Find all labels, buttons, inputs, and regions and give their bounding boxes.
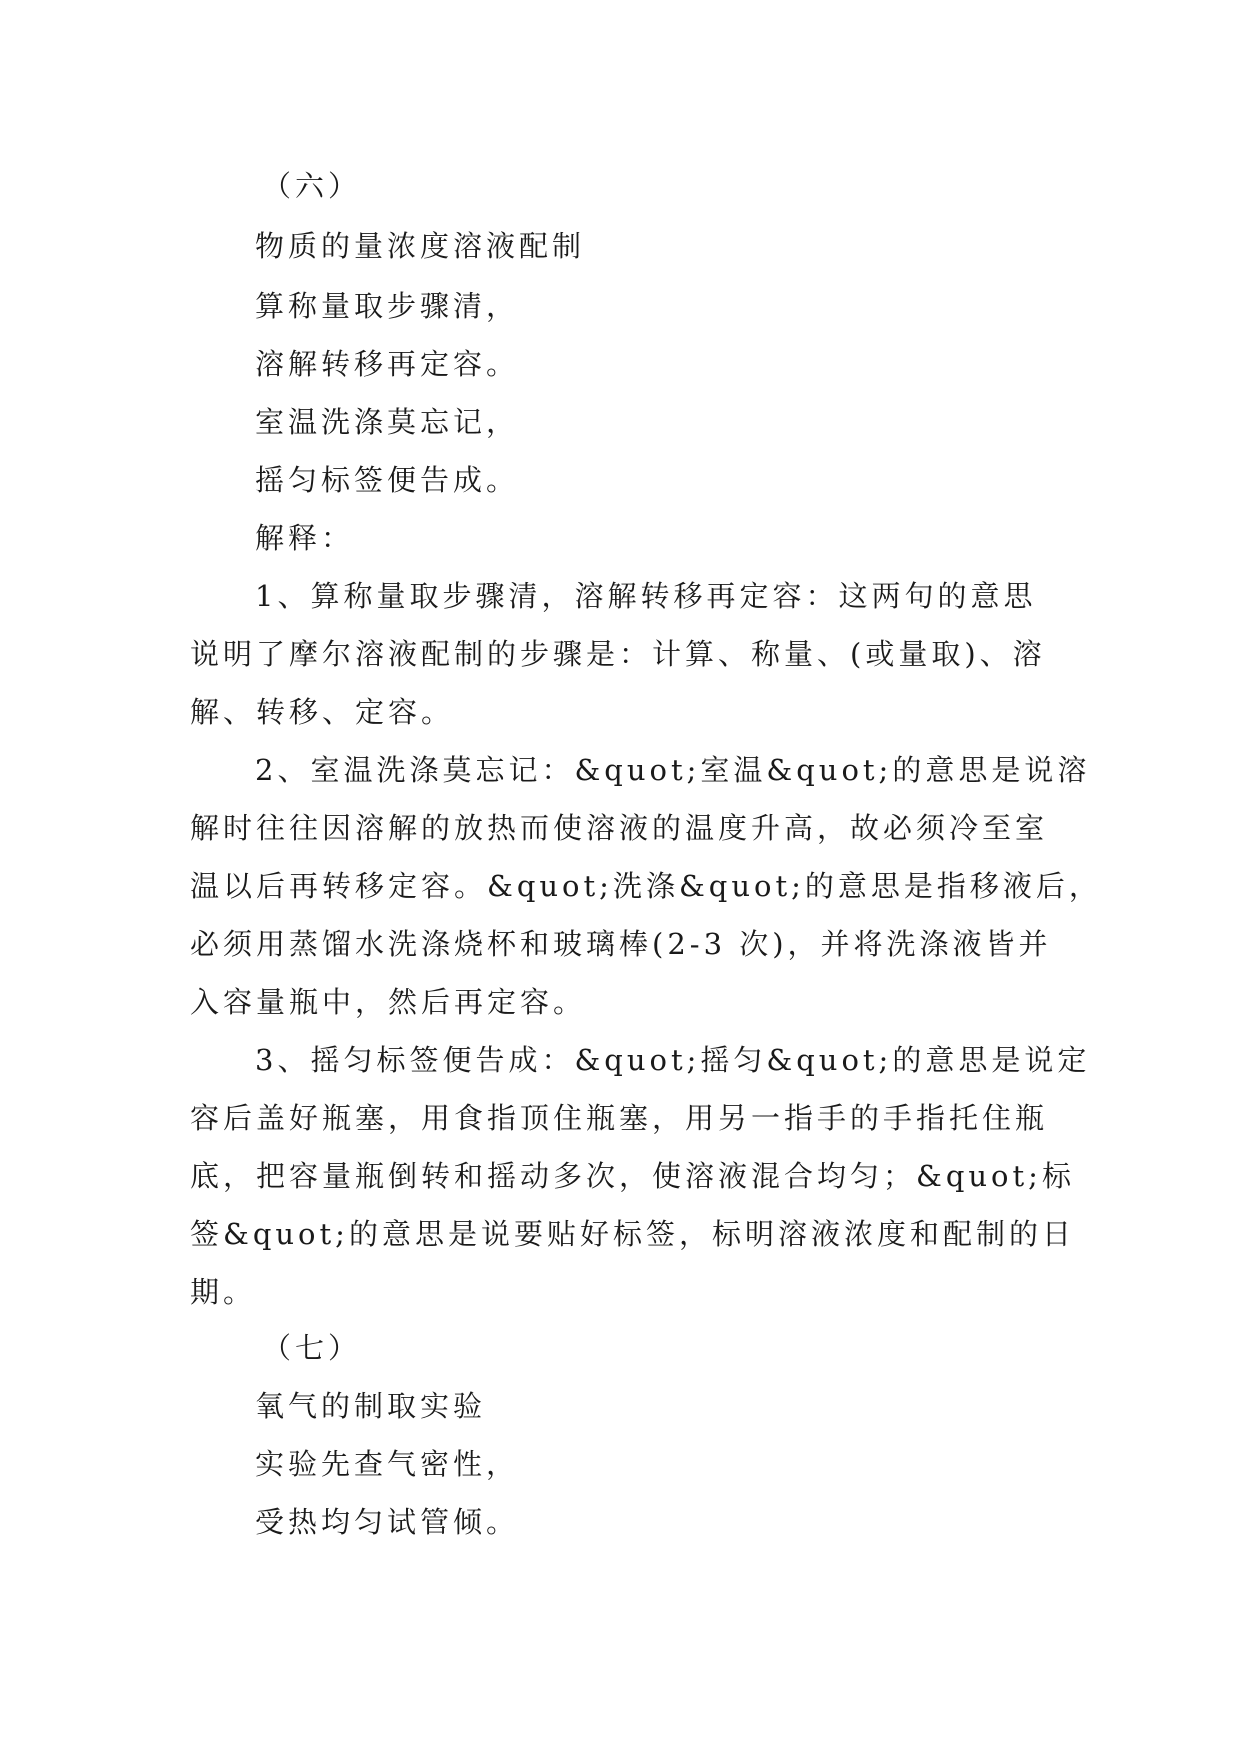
explanation-line: 签&quot;的意思是说要贴好标签，标明溶液浓度和配制的日: [190, 1217, 1075, 1251]
explanation-line: 解时往往因溶解的放热而使溶液的温度升高，故必须冷至室: [190, 811, 1049, 845]
verse-line: 受热均匀试管倾。: [255, 1505, 520, 1539]
verse-line: 实验先查气密性，: [255, 1447, 520, 1481]
explanation-line: 必须用蒸馏水洗涤烧杯和玻璃棒(2-3 次)，并将洗涤液皆并: [190, 927, 1052, 961]
verse-line: 室温洗涤莫忘记，: [255, 405, 520, 439]
explanation-line: 2、室温洗涤莫忘记：&quot;室温&quot;的意思是说溶: [255, 753, 1091, 787]
section-7-title: 氧气的制取实验: [255, 1389, 487, 1423]
explanation-line: 底，把容量瓶倒转和摇动多次，使溶液混合均匀；&quot;标: [190, 1159, 1075, 1193]
explanation-line: 入容量瓶中，然后再定容。: [190, 985, 587, 1019]
explanation-line: 说明了摩尔溶液配制的步骤是：计算、称量、(或量取)、溶: [190, 637, 1046, 671]
verse-line: 算称量取步骤清，: [255, 289, 520, 323]
explanation-line: 期。: [190, 1275, 257, 1309]
explanation-line: 解、转移、定容。: [190, 695, 455, 729]
explanation-label: 解释：: [255, 521, 355, 555]
section-6-heading: （六）: [262, 169, 362, 203]
verse-line: 摇匀标签便告成。: [255, 463, 520, 497]
explanation-line: 1、算称量取步骤清，溶解转移再定容：这两句的意思: [255, 579, 1037, 613]
verse-line: 溶解转移再定容。: [255, 347, 520, 381]
explanation-line: 3、摇匀标签便告成：&quot;摇匀&quot;的意思是说定: [255, 1043, 1091, 1077]
section-6-title: 物质的量浓度溶液配制: [255, 229, 586, 263]
explanation-line: 容后盖好瓶塞，用食指顶住瓶塞，用另一指手的手指托住瓶: [190, 1101, 1049, 1135]
explanation-line: 温以后再转移定容。&quot;洗涤&quot;的意思是指移液后，: [190, 869, 1102, 903]
section-7-heading: （七）: [262, 1331, 362, 1365]
